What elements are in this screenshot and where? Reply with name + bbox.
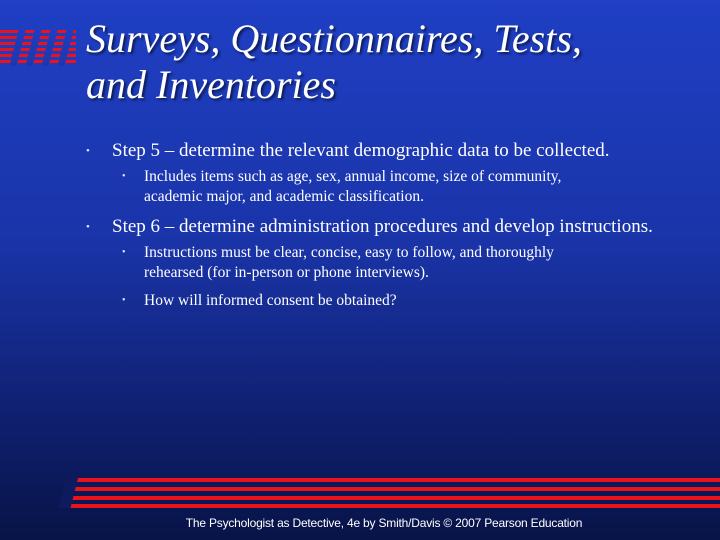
- slide-title-line-1: Surveys, Questionnaires, Tests,: [86, 16, 582, 61]
- sub-bullet-line: academic major, and academic classification.: [144, 188, 424, 205]
- bullet-icon: •: [122, 171, 126, 182]
- sub-bullet-consent: [122, 291, 674, 311]
- sub-bullet-line: Instructions must be clear, concise, easy to follow, and thoroughly: [144, 244, 554, 261]
- bullet-icon: •: [122, 247, 126, 258]
- sub-bullet-line: rehearsed (for in-person or phone interviews).: [144, 264, 429, 281]
- title-decoration-bars: [0, 30, 76, 66]
- bullet-icon: •: [86, 145, 90, 157]
- slide-footer: [0, 516, 720, 530]
- footer-decoration-bars: [66, 478, 720, 508]
- bullet-text: Step 6 – determine administration procedures and develop instructions.: [112, 216, 653, 237]
- bullet-step-5: [86, 140, 712, 162]
- sub-bullet-line: Includes items such as age, sex, annual income, size of community,: [144, 168, 562, 185]
- slide-title-line-2: and Inventories: [86, 62, 336, 107]
- sub-bullet-instructions: [122, 243, 674, 283]
- footer-text: The Psychologist as Detective, 4e by Smith/Davis © 2007 Pearson Education: [185, 516, 583, 530]
- bullet-step-6: [86, 216, 712, 238]
- bullet-text: Step 5 – determine the relevant demographic data to be collected.: [112, 140, 610, 161]
- slide-title: [86, 16, 706, 108]
- sub-bullet-demographics: [122, 167, 674, 207]
- sub-bullet-line: How will informed consent be obtained?: [144, 292, 397, 309]
- bullet-icon: •: [86, 221, 90, 233]
- bullet-icon: •: [122, 295, 126, 306]
